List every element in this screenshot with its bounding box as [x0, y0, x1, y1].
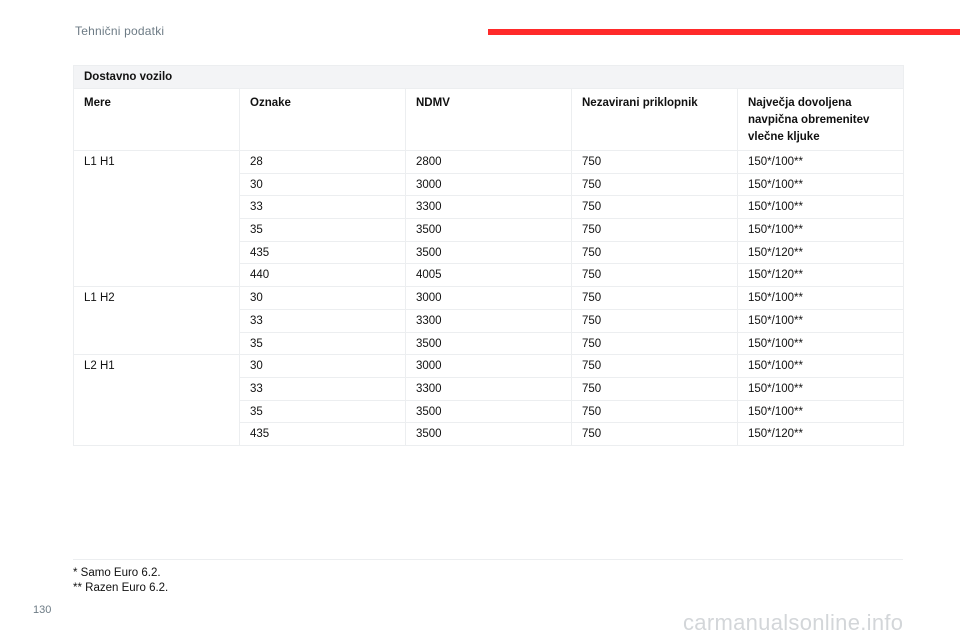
unbraked-trailer-cell: 750	[572, 151, 738, 174]
table-row	[74, 355, 904, 378]
column-header-gvw: NDMV	[406, 89, 572, 151]
gvw-cell: 3500	[406, 241, 572, 264]
designation-cell: 30	[240, 287, 406, 310]
section-title: Tehnični podatki	[75, 24, 165, 38]
column-header-dimensions: Mere	[74, 89, 240, 151]
nose-weight-cell: 150*/100**	[738, 332, 904, 355]
nose-weight-cell: 150*/100**	[738, 151, 904, 174]
table-row	[74, 287, 904, 310]
gvw-cell: 3300	[406, 196, 572, 219]
unbraked-trailer-cell: 750	[572, 400, 738, 423]
gvw-cell: 3500	[406, 219, 572, 242]
unbraked-trailer-cell: 750	[572, 264, 738, 287]
gvw-cell: 3300	[406, 309, 572, 332]
designation-cell: 35	[240, 219, 406, 242]
unbraked-trailer-cell: 750	[572, 332, 738, 355]
gvw-cell: 3000	[406, 173, 572, 196]
nose-weight-cell: 150*/100**	[738, 400, 904, 423]
unbraked-trailer-cell: 750	[572, 423, 738, 446]
towing-spec-table	[73, 65, 904, 446]
nose-weight-cell: 150*/100**	[738, 377, 904, 400]
table-body	[74, 151, 904, 446]
nose-weight-cell: 150*/100**	[738, 309, 904, 332]
designation-cell: 33	[240, 309, 406, 332]
unbraked-trailer-cell: 750	[572, 219, 738, 242]
gvw-cell: 3000	[406, 287, 572, 310]
nose-weight-cell: 150*/100**	[738, 196, 904, 219]
table-title: Dostavno vozilo	[74, 66, 904, 89]
unbraked-trailer-cell: 750	[572, 355, 738, 378]
unbraked-trailer-cell: 750	[572, 241, 738, 264]
footnotes-divider	[73, 559, 903, 560]
unbraked-trailer-cell: 750	[572, 196, 738, 219]
nose-weight-cell: 150*/100**	[738, 287, 904, 310]
nose-weight-cell: 150*/120**	[738, 241, 904, 264]
designation-cell: 30	[240, 355, 406, 378]
designation-cell: 28	[240, 151, 406, 174]
column-header-unbraked-trailer: Nezavirani priklopnik	[572, 89, 738, 151]
gvw-cell: 3500	[406, 332, 572, 355]
unbraked-trailer-cell: 750	[572, 287, 738, 310]
nose-weight-cell: 150*/120**	[738, 264, 904, 287]
designation-cell: 35	[240, 400, 406, 423]
designation-cell: 435	[240, 423, 406, 446]
table-header-row	[74, 89, 904, 151]
watermark: carmanualsonline.info	[683, 610, 904, 635]
footnote: * Samo Euro 6.2.	[73, 567, 161, 579]
dimension-cell: L1 H1	[74, 151, 240, 287]
gvw-cell: 4005	[406, 264, 572, 287]
designation-cell: 435	[240, 241, 406, 264]
nose-weight-cell: 150*/100**	[738, 219, 904, 242]
unbraked-trailer-cell: 750	[572, 173, 738, 196]
unbraked-trailer-cell: 750	[572, 377, 738, 400]
gvw-cell: 3000	[406, 355, 572, 378]
gvw-cell: 3500	[406, 423, 572, 446]
nose-weight-cell: 150*/120**	[738, 423, 904, 446]
nose-weight-cell: 150*/100**	[738, 173, 904, 196]
footnotes	[73, 566, 168, 596]
designation-cell: 30	[240, 173, 406, 196]
table-row	[74, 151, 904, 174]
column-header-max-nose-weight: Največja dovoljena navpična obremenitev vlečne kljuke	[738, 89, 904, 151]
designation-cell: 33	[240, 377, 406, 400]
nose-weight-cell: 150*/100**	[738, 355, 904, 378]
footnote: ** Razen Euro 6.2.	[73, 582, 169, 594]
dimension-cell: L2 H1	[74, 355, 240, 446]
column-header-designation: Oznake	[240, 89, 406, 151]
gvw-cell: 3500	[406, 400, 572, 423]
accent-bar	[488, 29, 960, 35]
designation-cell: 35	[240, 332, 406, 355]
page-number: 130	[33, 604, 52, 616]
unbraked-trailer-cell: 750	[572, 309, 738, 332]
dimension-cell: L1 H2	[74, 287, 240, 355]
designation-cell: 33	[240, 196, 406, 219]
table-title-row	[74, 66, 904, 89]
gvw-cell: 3300	[406, 377, 572, 400]
gvw-cell: 2800	[406, 151, 572, 174]
designation-cell: 440	[240, 264, 406, 287]
